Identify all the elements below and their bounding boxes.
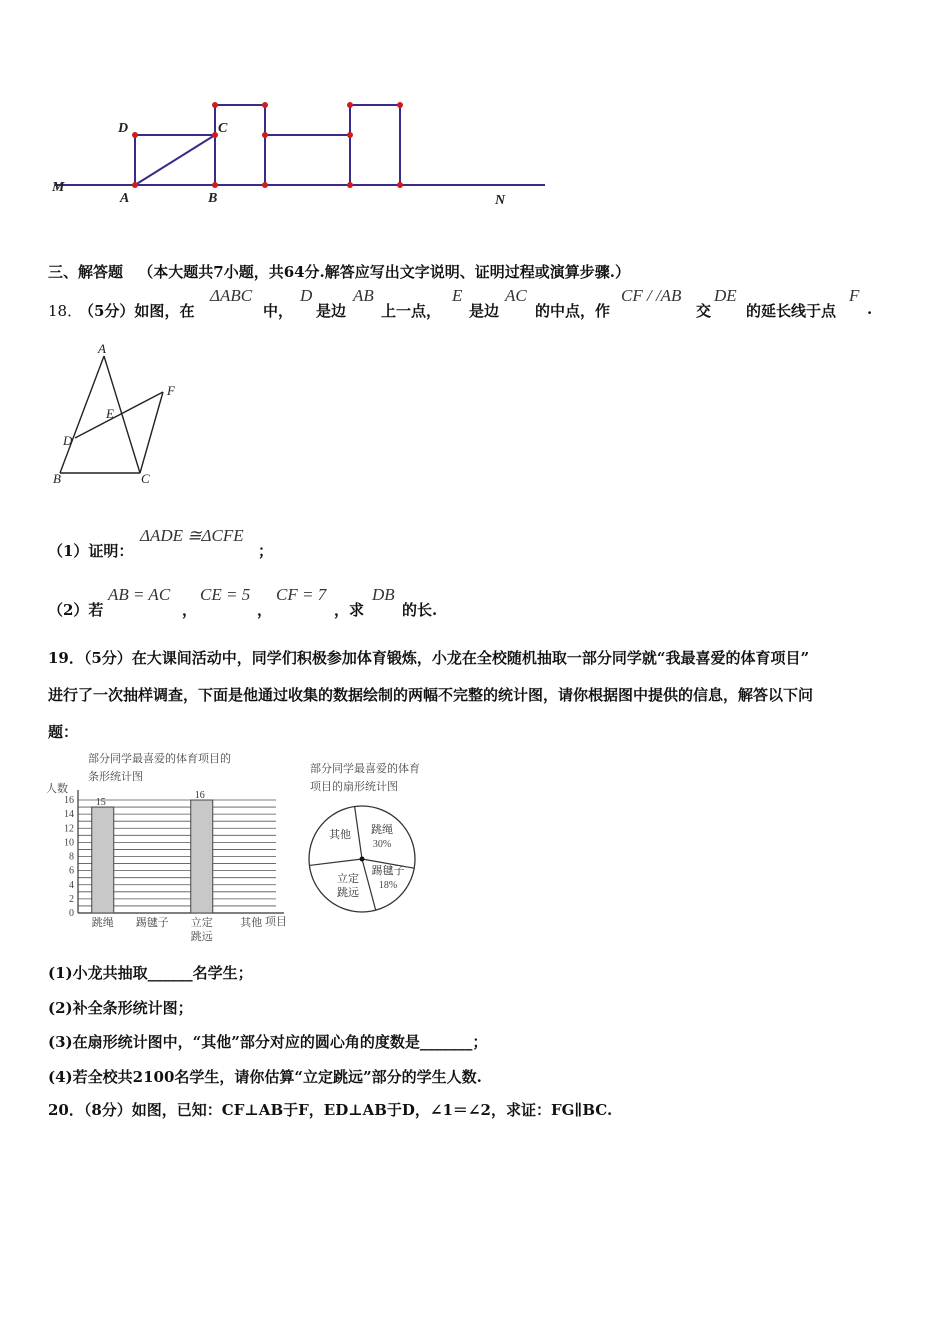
q18-text: 中， [263, 302, 294, 320]
q18-text: 交 [696, 302, 712, 320]
pie-chart-title-2: 项目的扇形统计图 [310, 780, 398, 793]
q19-sub2: (2)补全条形统计图； [48, 999, 193, 1017]
q18-text: 上一点， [381, 302, 442, 320]
bar [92, 807, 114, 913]
bar-chart-title-2: 条形统计图 [88, 770, 143, 783]
label-N: N [495, 193, 506, 208]
x-tick-label: 跳绳 [91, 916, 114, 929]
y-tick-label: 16 [64, 795, 74, 806]
q18-math-ce: CE = 5 [200, 585, 251, 604]
pie-chart [300, 752, 470, 922]
label-C: C [218, 121, 228, 136]
label-A: A [120, 191, 130, 206]
bar-data-label: 16 [194, 790, 205, 801]
q18-text: 的长. [402, 601, 438, 619]
q18-math-D: D [300, 286, 313, 305]
q18-math-AB: AB [353, 286, 374, 305]
q18-part1-math: ΔADE ≅ΔCFE [140, 526, 244, 545]
y-tick-label: 14 [64, 809, 74, 821]
fig18-E: E [106, 406, 114, 421]
fig18-A: A [98, 341, 106, 356]
q19-line3: 题： [48, 723, 79, 741]
y-tick-label: 6 [69, 865, 74, 877]
pie-label-cont: 跳远 [337, 886, 359, 899]
q18-text: 是边 [316, 302, 347, 320]
q18-figure [48, 340, 188, 490]
y-tick-label: 10 [64, 837, 74, 849]
q18-part1-end: ； [258, 542, 274, 560]
pie-label: 立定 [337, 872, 359, 885]
q19-line2: 进行了一次抽样调查，下面是他通过收集的数据绘制的两幅不完整的统计图，请你根据图中提供的信息，解答以下问 [48, 686, 814, 704]
fig18-D: D [63, 433, 73, 448]
pie-label: 踢毽子 [371, 864, 405, 877]
fig18-B: B [53, 471, 61, 486]
y-tick-label: 2 [69, 893, 74, 905]
q18-text: 的中点，作 [535, 302, 611, 320]
pie-label: 跳绳 [371, 823, 393, 836]
bar-chart-xlabel: 项目 [265, 915, 287, 928]
q18-number: 18． [48, 302, 83, 320]
pie-label: 其他 [329, 828, 351, 841]
q18-math-cf: CF = 7 [276, 585, 327, 604]
x-tick-label-cont: 跳远 [190, 930, 213, 943]
q18-comma: ， [182, 601, 198, 619]
label-M: M [52, 180, 65, 195]
q18-part2-label: （2）若 [48, 601, 104, 619]
top-figure [40, 95, 560, 210]
label-D: D [118, 121, 129, 136]
q19-sub1: (1)小龙共抽取______名学生； [48, 964, 253, 982]
bar-chart-ylabel: 人数 [46, 782, 68, 795]
x-tick-label: 立定 [190, 916, 213, 929]
section-note: （本大题共7小题，共64分.解答应写出文字说明、证明过程或演算步骤.） [138, 263, 631, 281]
x-tick-label: 踢毽子 [135, 916, 169, 929]
q18-math-F: F [849, 286, 860, 305]
fig18-C: C [141, 471, 150, 486]
fig18-F: F [167, 383, 175, 398]
q18-intro: （5分）如图，在 [79, 302, 195, 320]
y-tick-label: 0 [69, 908, 74, 919]
y-tick-label: 12 [64, 823, 74, 835]
q20-text: 20．（8分）如图，已知：CF⊥AB于F，ED⊥AB于D，∠1＝∠2，求证：FG∥BC. [48, 1101, 613, 1119]
bar-data-label: 15 [95, 797, 106, 809]
label-B: B [208, 191, 218, 206]
bar-chart-title-1: 部分同学最喜爱的体育项目的 [88, 752, 231, 765]
q18-math-AC: AC [505, 286, 527, 305]
y-tick-label: 8 [69, 851, 74, 863]
q18-triangle: ΔABC [210, 286, 253, 305]
bar [191, 800, 213, 913]
x-tick-label: 其他 [240, 916, 263, 929]
pie-chart-title-1: 部分同学最喜爱的体育 [310, 762, 420, 775]
q19-sub4: (4)若全校共2100名学生，请你估算“立定跳远”部分的学生人数. [48, 1068, 482, 1086]
q18-text: 是边 [469, 302, 500, 320]
section-title: 三、解答题 （本大题共7小题，共64分.解答应写出文字说明、证明过程或演算步骤.） [48, 263, 631, 281]
q18-text: . [867, 300, 873, 318]
pie-percent-label: 30% [372, 839, 392, 850]
q19-sub3: (3)在扇形统计图中，“其他”部分对应的圆心角的度数是_______； [48, 1033, 488, 1051]
q18-part1-label: （1）证明： [48, 542, 134, 560]
pie-percent-label: 18% [378, 880, 398, 891]
y-tick-label: 4 [69, 879, 74, 891]
q18-text: ，求 [334, 601, 365, 619]
bar-chart [40, 748, 300, 948]
q18-math-CFAB: CF / /AB [621, 286, 682, 305]
q19-line1: 19．（5分）在大课间活动中，同学们积极参加体育锻炼，小龙在全校随机抽取一部分同学就“我最喜爱的体育项目” [48, 649, 810, 667]
q18-comma: ， [257, 601, 273, 619]
q18-math-DE: DE [714, 286, 737, 305]
q18-text: 的延长线于点 [746, 302, 837, 320]
q18-math-E: E [452, 286, 463, 305]
q18-math-ab-ac: AB = AC [108, 585, 171, 604]
q18-math-db: DB [372, 585, 395, 604]
pie-center [360, 857, 365, 862]
